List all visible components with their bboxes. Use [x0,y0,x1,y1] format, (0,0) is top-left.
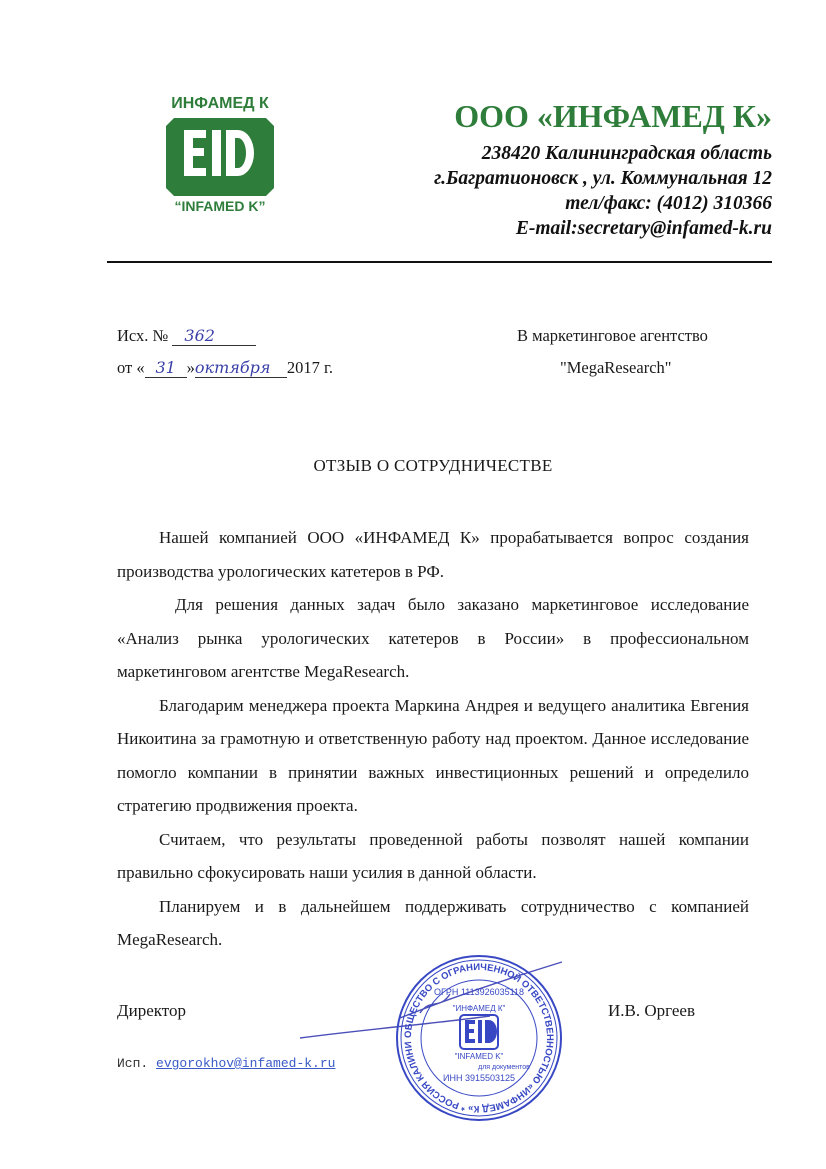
date-day: 31 [145,358,187,378]
stamp-ring-text: ОБЩЕСТВО С ОГРАНИЧЕННОЙ ОТВЕТСТВЕННОСТЬЮ «ИНФАМЕД К» * РОССИЯ КАЛИНИ [402,961,556,1115]
header-divider [107,261,772,263]
company-logo [160,92,280,214]
date-month: октября [195,358,287,378]
paragraph-4: Считаем, что результаты проведенной работы позволят нашей компании правильно сфокусировать наши усилия в данной области. [117,829,749,882]
recipient-line-1: В маркетинговое агентство [517,326,708,345]
company-stamp [394,953,564,1123]
date-year: 2017 г. [286,358,334,377]
outgoing-number: 362 [172,326,256,346]
recipient-line-2: "MegaResearch" [560,358,672,377]
phone-fax: тел/факс: (4012) 310366 [565,193,772,214]
outgoing-number-line [117,326,256,346]
address-line-1: 238420 Калининградская область [481,143,772,164]
executor-line [117,1056,335,1071]
signatory-name: И.В. Оргеев [608,1001,696,1020]
stamp-ogrn: ОГРН 1113926035118 [434,987,524,997]
letter-title: ОТЗЫВ О СОТРУДНИЧЕСТВЕ [313,456,553,475]
date-mid: » [186,358,195,377]
paragraph-5: Планируем и в дальнейшем поддерживать сотрудничество с компанией MegaResearch. [117,896,749,949]
stamp-center-top: "ИНФАМЕД К" [452,1004,506,1013]
date-line [117,358,333,378]
stamp-center-bottom: "INFAMED K" [454,1052,504,1061]
company-email: E-mail:secretary@infamed-k.ru [515,218,772,239]
executor-label: Исп. [117,1056,149,1071]
logo-bottom-text: “INFAMED K” [174,198,266,214]
company-name: ООО «ИНФАМЕД К» [454,98,772,134]
paragraph-1: Нашей компанией ООО «ИНФАМЕД К» прорабатывается вопрос создания производства урологических катетеров в РФ. [117,528,749,581]
paragraph-2: Для решения данных задач было заказано маркетинговое исследование «Анализ рынка урологических катетеров в России» в профессиональном маркетинговом агентстве MegaResearch. [117,595,749,681]
letter-body [117,521,749,957]
signatory-position: Директор [117,1001,186,1020]
svg-text:ОБЩЕСТВО С ОГРАНИЧЕННОЙ ОТВЕТС [394,953,555,1114]
executor-email-link[interactable]: evgorokhov@infamed-k.ru [156,1056,336,1071]
outgoing-label: Исх. № [117,326,169,345]
stamp-purpose: для документов [478,1064,530,1071]
date-prefix: от « [117,358,145,377]
paragraph-3: Благодарим менеджера проекта Маркина Андрея и ведущего аналитика Евгения Никоитина за грамотную и ответственную работу над проектом. Данное исследование помогло компании в принятии важных инвестиционных решений и определило стратегию продвижения проекта. [117,695,749,815]
logo-top-text: ИНФАМЕД К [171,95,269,112]
address-line-2: г.Багратионовск , ул. Коммунальная 12 [434,168,772,189]
stamp-inn: ИНН 3915503125 [442,1073,516,1083]
